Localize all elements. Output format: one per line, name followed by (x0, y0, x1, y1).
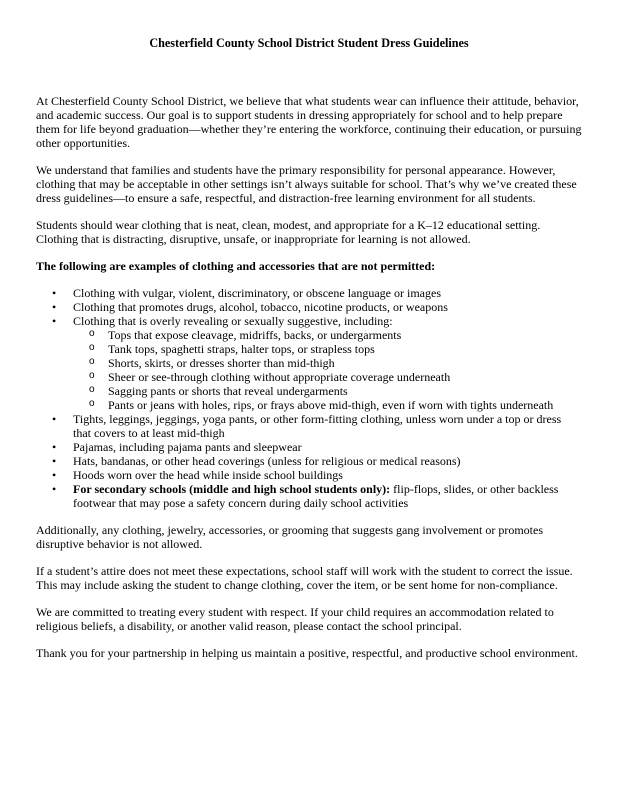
list-item: • Hoods worn over the head while inside school buildings (73, 468, 582, 482)
list-item: • Clothing with vulgar, violent, discriminatory, or obscene language or images (73, 286, 582, 300)
not-permitted-list (36, 286, 582, 510)
not-permitted-heading: The following are examples of clothing and accessories that are not permitted: (36, 259, 436, 273)
document-body (36, 94, 582, 673)
sub-list-item: o Shorts, skirts, or dresses shorter than mid-thigh (108, 356, 582, 370)
thanks-paragraph: Thank you for your partnership in helping us maintain a positive, respectful, and productive school environment. (36, 646, 578, 660)
sub-list-item: o Tank tops, spaghetti straps, halter tops, or strapless tops (108, 342, 582, 356)
sub-list-item: o Sheer or see-through clothing without appropriate coverage underneath (108, 370, 582, 384)
list-item-secondary-schools (73, 482, 582, 510)
list-item: • Clothing that promotes drugs, alcohol, tobacco, nicotine products, or weapons (73, 300, 582, 314)
list-item-label: Clothing that is overly revealing or sexually suggestive, including: (73, 314, 393, 328)
list-item-revealing (73, 314, 582, 412)
list-item: • Tights, leggings, jeggings, yoga pants, or other form-fitting clothing, unless worn under a top or dress that covers to at least mid-thigh (73, 412, 582, 440)
attire-paragraph: If a student’s attire does not meet these expectations, school staff will work with the student to correct the issue. This may include asking the student to change clothing, cover the item, or be sent home for non-compliance. (36, 564, 573, 592)
list-item: • Hats, bandanas, or other head coverings (unless for religious or medical reasons) (73, 454, 582, 468)
neat-clothing-paragraph: Students should wear clothing that is neat, clean, modest, and appropriate for a K–12 educational setting. Clothing that is distracting, disruptive, unsafe, or inappropriate for learning is not allowed. (36, 218, 541, 246)
secondary-schools-text: flip-flops, slides, or other backless footwear that may pose a safety concern during daily school activities (73, 482, 559, 510)
sub-list-item: o Pants or jeans with holes, rips, or frays above mid-thigh, even if worn with tights underneath (108, 398, 582, 412)
document-title: Chesterfield County School District Student Dress Guidelines (149, 36, 469, 50)
intro-paragraph: At Chesterfield County School District, we believe that what students wear can influence their attitude, behavior, and academic success. Our goal is to support students in dressing appropriately for school and to help prepare them for life beyond graduation—whether they’re entering the workforce, continuing their education, or pursuing other opportunities. (36, 94, 582, 150)
revealing-sublist (73, 328, 582, 412)
families-paragraph: We understand that families and students have the primary responsibility for personal appearance. However, clothing that may be acceptable in other settings isn’t always suitable for school. That’s why we’ve created these dress guidelines—to ensure a safe, respectful, and distraction-free learning environment for all students. (36, 163, 577, 205)
sub-list-item: o Sagging pants or shorts that reveal undergarments (108, 384, 582, 398)
secondary-schools-label: For secondary schools (middle and high school students only): (73, 482, 391, 496)
gang-paragraph: Additionally, any clothing, jewelry, accessories, or grooming that suggests gang involvement or promotes disruptive behavior is not allowed. (36, 523, 544, 551)
list-item: • Pajamas, including pajama pants and sleepwear (73, 440, 582, 454)
sub-list-item: o Tops that expose cleavage, midriffs, backs, or undergarments (108, 328, 582, 342)
respect-paragraph: We are committed to treating every student with respect. If your child requires an accommodation related to religious beliefs, a disability, or another valid reason, please contact the school principal. (36, 605, 554, 633)
